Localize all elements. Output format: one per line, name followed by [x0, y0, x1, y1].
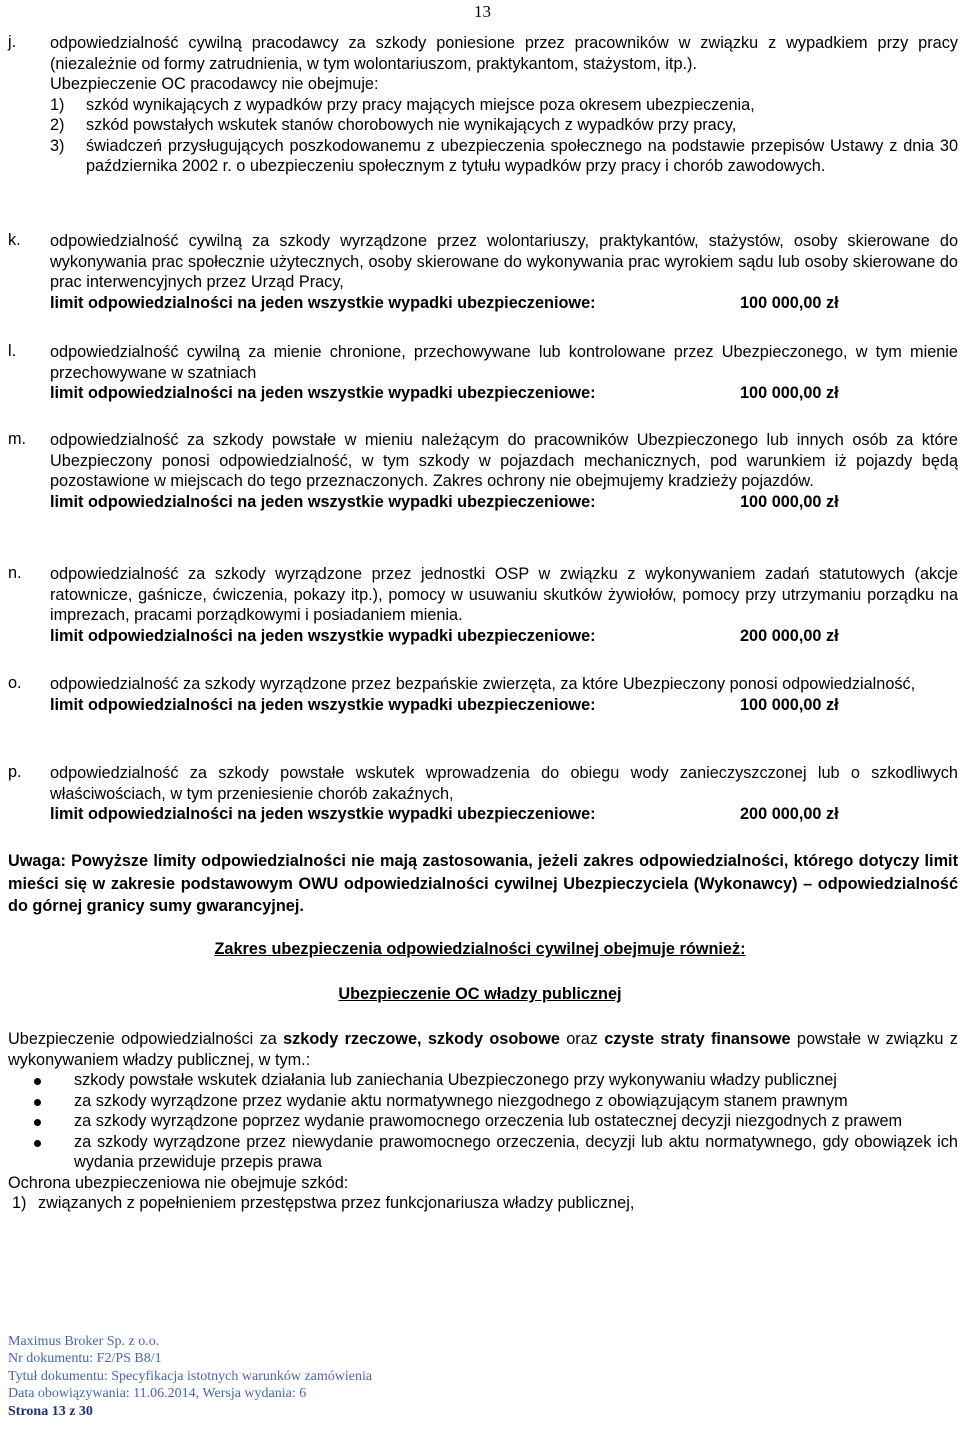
item-letter: j.: [8, 33, 17, 51]
limit-row: [50, 804, 958, 825]
bullet-list: [8, 1070, 958, 1173]
limit-amount: 100 000,00 zł: [740, 492, 839, 511]
item-letter: k.: [8, 231, 21, 249]
footer-page: Strona 13 z 30: [8, 1403, 93, 1419]
section-heading: Ubezpieczenie OC władzy publicznej: [338, 985, 622, 1003]
item-text: odpowiedzialność cywilną za szkody wyrządzone przez wolontariuszy, praktykantów, stażystów, osoby skierowane do wykonywania prac społecznie użytecznych, osoby skierowane do wykonywania prac wyrokiem sądu lub osoby skierowane do prac interwencyjnych przez Urząd Pracy,: [50, 232, 958, 291]
limit-label: limit odpowiedzialności na jeden wszystkie wypadki ubezpieczeniowe:: [50, 805, 596, 823]
document-footer: [8, 1333, 372, 1420]
limit-label: limit odpowiedzialności na jeden wszystkie wypadki ubezpieczeniowe:: [50, 492, 596, 511]
item-text: odpowiedzialność cywilną za mienie chronione, przechowywane lub kontrolowane przez Ubezpieczonego, w tym mienie przechowywane w szatniach: [50, 343, 958, 382]
footer-validity: Data obowiązywania: 11.06.2014, Wersja wydania: 6: [8, 1386, 307, 1402]
list-item-m: [8, 430, 958, 512]
note-paragraph: Uwaga: Powyższe limity odpowiedzialności nie mają zastosowania, jeżeli zakres odpowiedzialności, którego dotyczy limit mieści się w zakresie podstawowym OWU odpowiedzialności cywilnej Ubezpieczyciela (Wykonawcy) – odpowiedzialność do górnej granicy sumy gwarancyjnej.: [8, 852, 958, 915]
limit-amount: 200 000,00 zł: [740, 805, 839, 823]
public-intro: Ubezpieczenie odpowiedzialności za szkody rzeczowe, szkody osobowe oraz czyste straty finansowe powstałe w związku z wykonywaniem władzy publicznej, w tym.:: [8, 1030, 958, 1069]
item-letter: o.: [8, 674, 22, 692]
limit-label: limit odpowiedzialności na jeden wszystkie wypadki ubezpieczeniowe:: [50, 695, 596, 714]
bullet-icon: [34, 1140, 41, 1147]
protection-item: 1) związanych z popełnieniem przestępstwa przez funkcjonariusza władzy publicznej,: [12, 1194, 635, 1212]
item-text: odpowiedzialność za szkody wyrządzone przez bezpańskie zwierzęta, za które Ubezpieczony ponosi odpowiedzialność,: [50, 675, 916, 693]
exclusion-item: 2) szkód powstałych wskutek stanów chorobowych nie wynikających z wypadków przy pracy,: [50, 116, 737, 134]
list-item-n: [8, 564, 958, 646]
bullet-item: za szkody wyrządzone przez niewydanie prawomocnego orzeczenia, decyzji lub aktu normatywnego, gdy obowiązek ich wydania przewiduje przepis prawa: [8, 1132, 958, 1173]
limit-label: limit odpowiedzialności na jeden wszystkie wypadki ubezpieczeniowe:: [50, 626, 596, 645]
exclusions-intro: Ubezpieczenie OC pracodawcy nie obejmuje:: [50, 75, 379, 93]
limit-amount: 200 000,00 zł: [740, 626, 839, 645]
item-letter: p.: [8, 763, 22, 781]
protection-list: [8, 1193, 958, 1214]
limit-amount: 100 000,00 zł: [740, 384, 839, 402]
page-number: 13: [474, 2, 491, 21]
exclusion-item: 1) szkód wynikających z wypadków przy pracy mających miejsce poza okresem ubezpieczenia,: [50, 95, 755, 114]
list-item-l: [8, 342, 958, 404]
bullet-icon: [34, 1099, 41, 1106]
list-item-j: [8, 33, 958, 177]
bullet-item: za szkody wyrządzone przez wydanie aktu normatywnego niezgodnego z obowiązującym stanem prawnym: [8, 1091, 958, 1112]
item-text: odpowiedzialność za szkody powstałe wskutek wprowadzenia do obiegu wody zanieczyszczonej lub o szkodliwych właściwościach, w tym przeniesienie chorób zakaźnych,: [50, 764, 958, 803]
public-authority-section: [8, 1029, 958, 1214]
bullet-item: za szkody wyrządzone poprzez wydanie prawomocnego orzeczenia lub ostatecznej decyzji niezgodnych z prawem: [8, 1111, 958, 1132]
item-letter: m.: [8, 430, 27, 448]
exclusions-list: [50, 95, 958, 177]
limit-label: limit odpowiedzialności na jeden wszystkie wypadki ubezpieczeniowe:: [50, 384, 596, 402]
limit-amount: 100 000,00 zł: [740, 695, 839, 714]
item-text: odpowiedzialność za szkody powstałe w mieniu należącym do pracowników Ubezpieczonego lub innych osób za które Ubezpieczony ponosi odpowiedzialność, w tym szkody w pojazdach mechanicznych, pod warunkiem iż pojazdy będą pozostawione w miejscach do tego przeznaczonych. Zakres ochrony nie obejmujemy kradzieży pojazdów.: [50, 431, 958, 490]
exclusion-item: 3) świadczeń przysługujących poszkodowanemu z ubezpieczenia społecznego na podstawie przepisów Ustawy z dnia 30 października 2002 r. o ubezpieczeniu społecznym z tytułu wypadków przy pracy i chorób zawodowych.: [50, 136, 958, 175]
limit-row: [50, 695, 958, 716]
list-item-k: [8, 231, 958, 313]
footer-company: Maximus Broker Sp. z o.o.: [8, 1334, 160, 1349]
limit-row: [50, 626, 958, 647]
item-text: odpowiedzialność cywilną pracodawcy za szkody poniesione przez pracowników w związku z wypadkiem przy pracy (niezależnie od formy zatrudnienia, w tym wolontariuszom, praktykantom, stażystom, itp.).: [50, 34, 958, 73]
item-letter: l.: [8, 342, 17, 360]
item-letter: n.: [8, 564, 22, 582]
scope-heading: Zakres ubezpieczenia odpowiedzialności cywilnej obejmuje również:: [214, 940, 746, 958]
list-item-o: [8, 674, 958, 715]
bullet-icon: [34, 1119, 41, 1126]
limit-row: [50, 293, 958, 314]
footer-doc-title: Tytuł dokumentu: Specyfikacja istotnych warunków zamówienia: [8, 1368, 373, 1384]
item-text: odpowiedzialność za szkody wyrządzone przez jednostki OSP w związku z wykonywaniem zadań statutowych (akcje ratownicze, gaśnicze, ćwiczenia, pokazy itp.), pomocy w usuwaniu skutków żywiołów, pomocy przy utrzymaniu porządku na imprezach, pracami porządkowymi i posiadaniem mienia.: [50, 565, 958, 624]
protection-intro: Ochrona ubezpieczeniowa nie obejmuje szkód:: [8, 1173, 349, 1192]
bullet-icon: [34, 1078, 41, 1085]
bullet-item: szkody powstałe wskutek działania lub zaniechania Ubezpieczonego przy wykonywaniu władzy publicznej: [8, 1070, 958, 1091]
list-item-p: [8, 763, 958, 825]
limit-label: limit odpowiedzialności na jeden wszystkie wypadki ubezpieczeniowe:: [50, 293, 596, 312]
limit-amount: 100 000,00 zł: [740, 293, 839, 312]
footer-doc-number: Nr dokumentu: F2/PS B8/1: [8, 1351, 162, 1367]
limit-row: [50, 383, 958, 404]
limit-row: [50, 492, 958, 513]
